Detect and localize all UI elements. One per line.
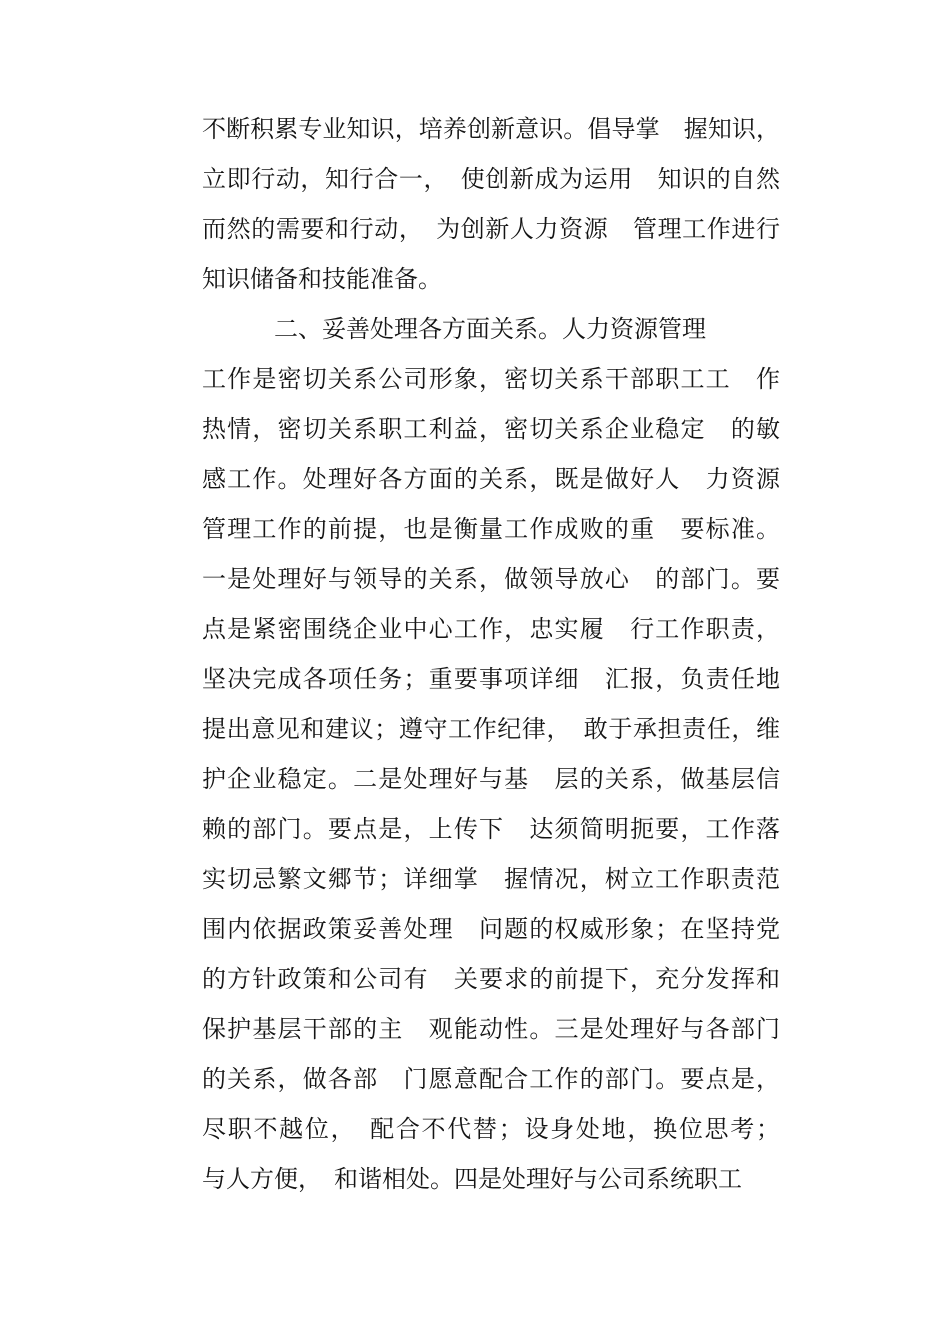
text-line: 的方针政策和公司有 关要求的前提下，充分发挥和 [202, 967, 780, 993]
text-line: 点是紧密围绕企业中心工作，忠实履 行工作职责， [202, 617, 780, 643]
text-line: 实切忌繁文郷节；详细掌 握情况，树立工作职责范 [202, 867, 780, 893]
text-line: 坚决完成各项任务；重要事项详细 汇报，负责任地 [202, 667, 780, 693]
document-text-block [202, 105, 780, 1205]
text-line: 与人方便， 和谐相处。四是处理好与公司系统职工 [202, 1167, 742, 1193]
text-line: 知识储备和技能准备。 [202, 267, 442, 293]
text-line: 工作是密切关系公司形象，密切关系干部职工工 作 [202, 367, 780, 393]
text-line: 的关系，做各部 门愿意配合工作的部门。要点是， [202, 1067, 780, 1093]
text-line: 而然的需要和行动， 为创新人力资源 管理工作进行 [202, 217, 780, 243]
text-line: 尽职不越位， 配合不代替；设身处地，换位思考； [202, 1117, 780, 1143]
text-line: 立即行动，知行合一， 使创新成为运用 知识的自然 [202, 167, 780, 193]
text-line: 赖的部门。要点是，上传下 达须简明扼要，工作落 [202, 817, 780, 843]
text-line: 护企业稳定。二是处理好与基 层的关系，做基层信 [202, 767, 780, 793]
text-line: 管理工作的前提，也是衡量工作成败的重 要标准。 [202, 517, 780, 543]
text-line: 不断积累专业知识，培养创新意识。倡导掌 握知识， [202, 117, 780, 143]
text-line: 感工作。处理好各方面的关系，既是做好人 力资源 [202, 467, 780, 493]
text-line: 热情，密切关系职工利益，密切关系企业稳定 的敏 [202, 417, 780, 443]
paragraph-2 [202, 305, 780, 1205]
text-line: 围内依据政策妥善处理 问题的权威形象；在坚持党 [202, 917, 780, 943]
text-line: 提出意见和建议；遵守工作纪律， 敢于承担责任，维 [202, 717, 780, 743]
text-line: 一是处理好与领导的关系，做领导放心 的部门。要 [202, 567, 780, 593]
text-line: 保护基层干部的主 观能动性。三是处理好与各部门 [202, 1017, 780, 1043]
text-line: 二、妥善处理各方面关系。人力资源管理 [202, 317, 706, 343]
paragraph-1 [202, 105, 780, 305]
